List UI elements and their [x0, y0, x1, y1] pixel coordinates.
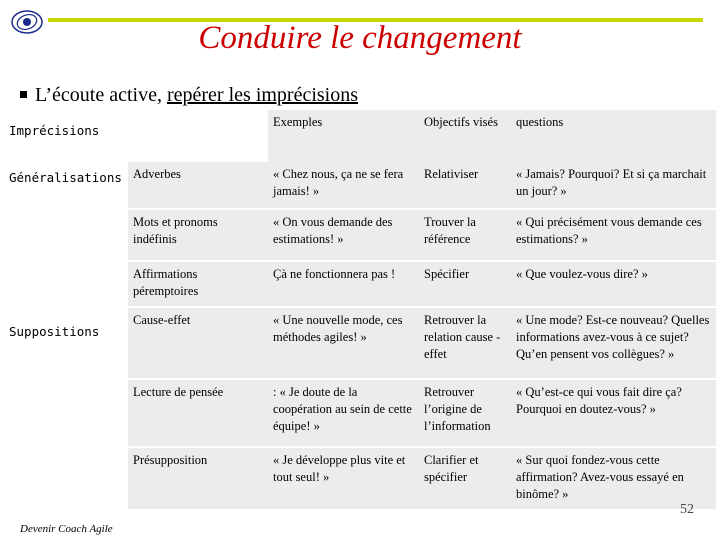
table-row — [4, 379, 716, 447]
row-objective: Spécifier — [419, 261, 511, 307]
row-type: Cause-effet — [128, 307, 268, 379]
row-question: « Sur quoi fondez-vous cette affirmation? Avez-vous essayé en binôme? » — [511, 447, 716, 509]
group-spacer — [4, 209, 128, 261]
group-spacer — [4, 447, 128, 509]
row-type: Présupposition — [128, 447, 268, 509]
row-question: « Qui précisément vous demande ces estimations? » — [511, 209, 716, 261]
row-example: « Je développe plus vite et tout seul! » — [268, 447, 419, 509]
row-objective: Relativiser — [419, 162, 511, 209]
subtitle-underlined-text: repérer les imprécisions — [166, 84, 359, 106]
row-example: « Chez nous, ça ne se fera jamais! » — [268, 162, 419, 209]
table-row — [4, 447, 716, 509]
page-title: Conduire le changement — [198, 20, 522, 56]
row-objective: Retrouver l’origine de l’information — [419, 379, 511, 447]
group-spacer — [4, 379, 128, 447]
row-question: « Qu’est-ce qui vous fait dire ça? Pourquoi en doutez-vous? » — [511, 379, 716, 447]
subtitle-text: L’écoute active, — [35, 84, 167, 106]
row-type: Affirmations péremptoires — [128, 261, 268, 307]
row-example: « Une nouvelle mode, ces méthodes agiles! » — [268, 307, 419, 379]
row-type: Mots et pronoms indéfinis — [128, 209, 268, 261]
square-bullet-icon — [20, 91, 27, 98]
imprecisions-table — [4, 110, 716, 509]
row-question: « Que voulez-vous dire? » — [511, 261, 716, 307]
group-generalisations: Généralisations — [9, 170, 122, 185]
header-objectifs: Objectifs visés — [419, 110, 511, 162]
row-objective: Clarifier et spécifier — [419, 447, 511, 509]
footer-label: Devenir Coach Agile — [20, 523, 113, 535]
subtitle — [20, 82, 358, 108]
row-example: « On vous demande des estimations! » — [268, 209, 419, 261]
table-row — [4, 307, 716, 379]
header-imprecisions: Imprécisions — [9, 123, 100, 138]
row-type: Lecture de pensée — [128, 379, 268, 447]
table-row — [4, 162, 716, 209]
header-exemples: Exemples — [268, 110, 419, 162]
page-number: 52 — [680, 502, 694, 517]
row-objective: Retrouver la relation cause -effet — [419, 307, 511, 379]
row-question: « Jamais? Pourquoi? Et si ça marchait un jour? » — [511, 162, 716, 209]
row-question: « Une mode? Est-ce nouveau? Quelles informations avez-vous à ce sujet? Qu’en pensent vos collègues? » — [511, 307, 716, 379]
row-type: Adverbes — [128, 162, 268, 209]
row-example: : « Je doute de la coopération au sein de cette équipe! » — [268, 379, 419, 447]
table-header-row — [4, 110, 716, 162]
header-questions: questions — [511, 110, 716, 162]
row-objective: Trouver la référence — [419, 209, 511, 261]
group-suppositions: Suppositions — [9, 324, 100, 339]
row-example: Çà ne fonctionnera pas ! — [268, 261, 419, 307]
group-spacer — [4, 261, 128, 307]
table-row — [4, 209, 716, 261]
table-row — [4, 261, 716, 307]
